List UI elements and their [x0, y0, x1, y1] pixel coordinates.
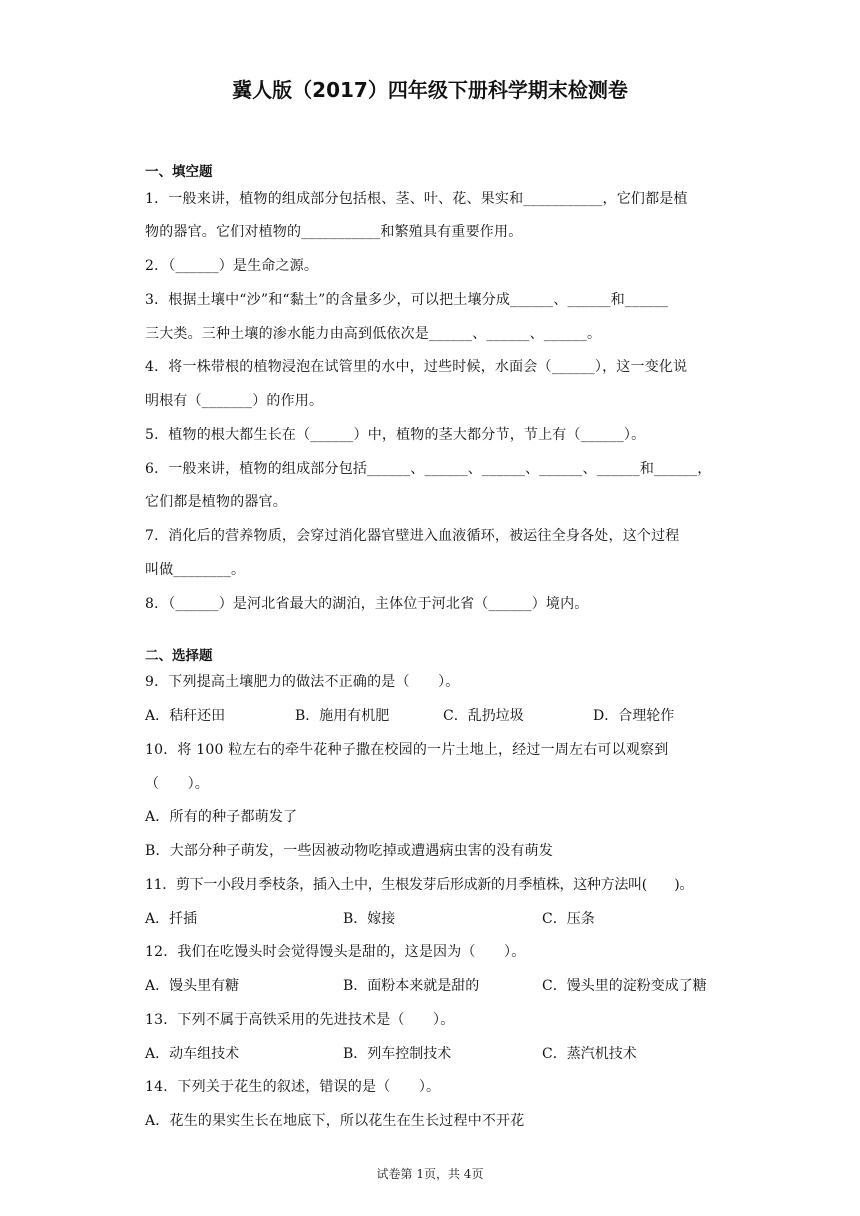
question-13: 13．下列不属于高铁采用的先进技术是（ ）。	[145, 1012, 455, 1028]
question-7-line-1: 7．消化后的营养物质，会穿过消化器官壁进入血液循环，被运往全身各处，这个过程	[145, 528, 680, 544]
question-8: 8．（______）是河北省最大的湖泊，主体位于河北省（______）境内。	[145, 596, 589, 612]
q11-option-c: C．压条	[542, 911, 595, 927]
q13-option-a: A．动车组技术	[145, 1046, 240, 1062]
q11-option-a: A．扦插	[145, 911, 198, 927]
q9-option-a: A．秸秆还田	[145, 708, 226, 724]
question-10-line-1: 10．将 100 粒左右的牵牛花种子撒在校园的一片土地上，经过一周左右可以观察到	[145, 742, 669, 758]
q12-option-b: B．面粉本来就是甜的	[343, 978, 480, 994]
question-11: 11．剪下一小段月季枝条，插入土中，生根发芽后形成新的月季植株，这种方法叫( )。	[145, 877, 694, 893]
question-1-line-1: 1．一般来讲，植物的组成部分包括根、茎、叶、花、果实和___________，它们都是植	[145, 191, 688, 207]
q13-option-c: C．蒸汽机技术	[542, 1046, 637, 1062]
question-6-line-2: 它们都是植物的器官。	[145, 494, 287, 510]
question-9: 9．下列提高土壤肥力的做法不正确的是（ ）。	[145, 674, 460, 690]
q13-option-b: B．列车控制技术	[343, 1046, 452, 1062]
question-5: 5．植物的根大都生长在（______）中，植物的茎大都分节，节上有（______）。	[145, 427, 646, 443]
q9-option-c: C．乱扔垃圾	[443, 708, 524, 724]
q9-option-d: D．合理轮作	[593, 708, 675, 724]
question-3-line-1: 3．根据土壤中“沙”和“黏土”的含量多少，可以把土壤分成______、______和______	[145, 292, 669, 308]
q9-option-b: B．施用有机肥	[295, 708, 390, 724]
q12-option-a: A．馒头里有糖	[145, 978, 240, 994]
page-title: 冀人版（2017）四年级下册科学期末检测卷	[232, 78, 628, 102]
q11-option-b: B．嫁接	[343, 911, 396, 927]
page-footer: 试卷第 1页，共 4页	[376, 1167, 484, 1181]
question-7-line-2: 叫做________。	[145, 562, 246, 578]
question-2: 2．（______）是生命之源。	[145, 258, 319, 274]
question-4-line-2: 明根有（_______）的作用。	[145, 393, 324, 409]
question-1-line-2: 物的器官。它们对植物的___________和繁殖具有重要作用。	[145, 224, 523, 240]
question-6-line-1: 6．一般来讲，植物的组成部分包括______、______、______、______、______和______，	[145, 461, 712, 477]
question-10-line-2: （ ）。	[145, 776, 209, 792]
section-fill-blank-heading: 一、填空题	[145, 164, 213, 180]
section-choice-heading: 二、选择题	[145, 648, 213, 664]
q10-option-a: A．所有的种子都萌发了	[145, 809, 298, 825]
q12-option-c: C．馒头里的淀粉变成了糖	[542, 978, 707, 994]
question-14: 14．下列关于花生的叙述，错误的是（ ）。	[145, 1079, 441, 1095]
question-4-line-1: 4．将一株带根的植物浸泡在试管里的水中，过些时候，水面会（______），这一变化说	[145, 359, 688, 375]
question-12: 12．我们在吃馒头时会觉得馒头是甜的，这是因为（ ）。	[145, 944, 526, 960]
q10-option-b: B．大部分种子萌发，一些因被动物吃掉或遭遇病虫害的没有萌发	[145, 843, 554, 859]
question-3-line-2: 三大类。三种土壤的渗水能力由高到低依次是______、______、______。	[145, 326, 602, 342]
q14-option-a: A．花生的果实生长在地底下，所以花生在生长过程中不开花	[145, 1113, 525, 1129]
